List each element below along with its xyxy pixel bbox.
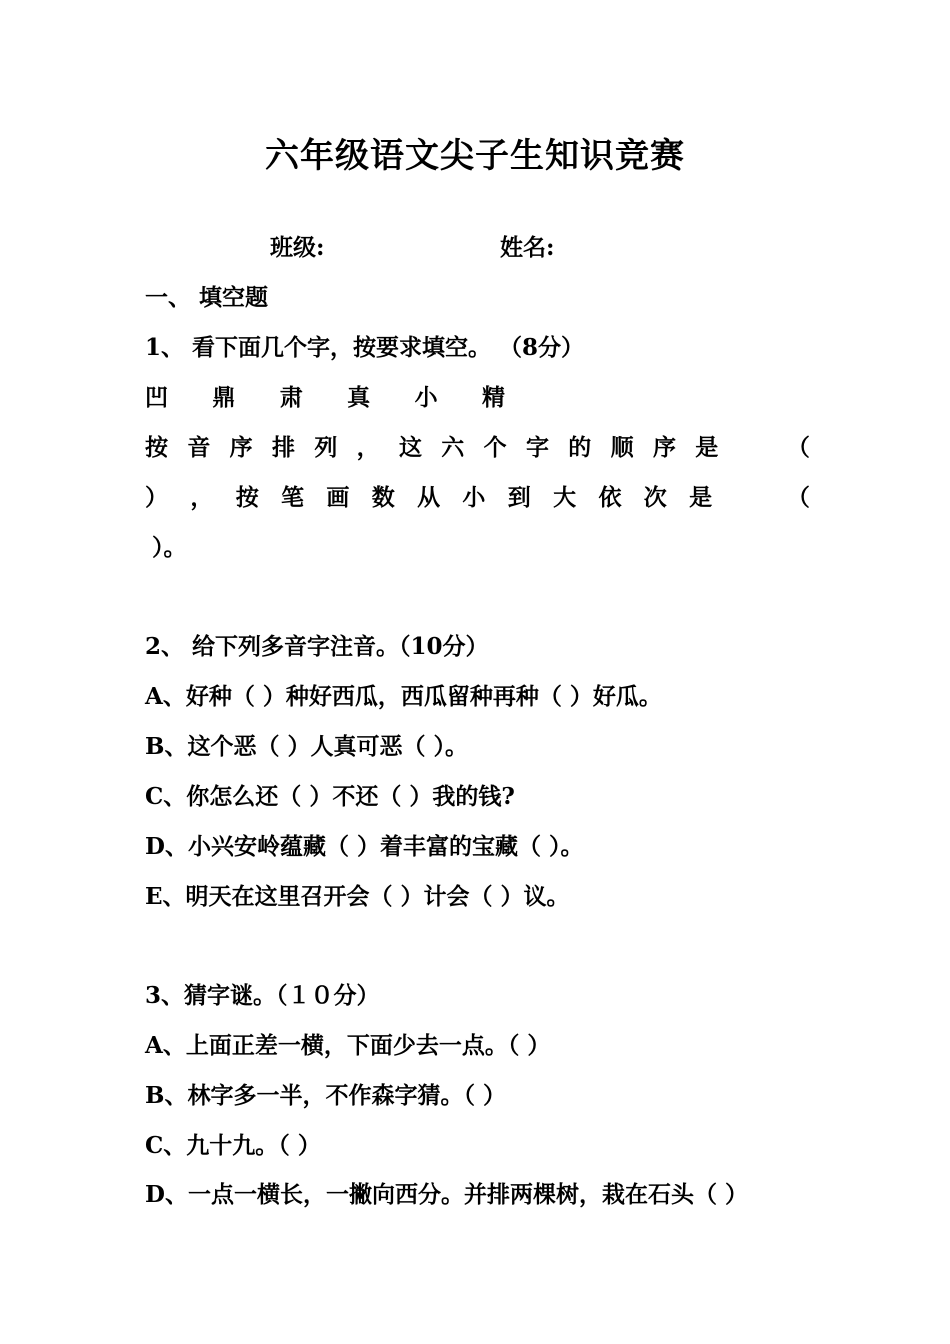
name-label: 姓名: <box>500 234 555 261</box>
question-3-item: A、上面正差一横，下面少去一点。（ ） <box>145 1032 551 1059</box>
question-2-item: C、你怎么还（ ）不还（ ）我的钱? <box>145 783 515 810</box>
text-token: 是 <box>695 434 719 461</box>
text-token: ， <box>190 484 214 511</box>
question-2-label: 2、 给下列多音字注音。（10分） <box>145 633 489 660</box>
text-token: 顺 <box>610 434 634 461</box>
text-token: 是 <box>689 484 713 511</box>
question-2-item: B、这个恶（ ）人真可恶（ ）。 <box>145 733 468 760</box>
text-token: 列 <box>314 434 338 461</box>
page-title: 六年级语文尖子生知识竞赛 <box>265 136 685 176</box>
char-item: 小 <box>414 384 438 411</box>
answer-blank-close: ） <box>145 484 168 511</box>
text-token: 笔 <box>281 484 305 511</box>
question-1-line-3: ）。 <box>152 534 187 561</box>
text-token: 六 <box>441 434 465 461</box>
question-1-line-1 <box>145 433 810 463</box>
text-token: 从 <box>417 484 441 511</box>
text-token: 排 <box>271 434 295 461</box>
text-token: 序 <box>229 434 253 461</box>
text-token: 个 <box>483 434 507 461</box>
char-item: 鼎 <box>212 384 236 411</box>
question-3-label: 3、猜字谜。（１０分） <box>145 982 380 1009</box>
text-token: 序 <box>652 434 676 461</box>
question-1-chars <box>145 383 505 413</box>
question-3-item: B、林字多一半，不作森字猜。（ ） <box>145 1082 506 1109</box>
text-token: 按 <box>145 434 168 461</box>
text-token: 数 <box>371 484 395 511</box>
text-token: 小 <box>462 484 486 511</box>
char-item: 真 <box>347 384 371 411</box>
question-2-item: E、明天在这里召开会（ ）计会（ ）议。 <box>145 883 570 910</box>
answer-blank-open: （ <box>786 484 810 511</box>
text-token: 大 <box>553 484 577 511</box>
section-heading: 一、 填空题 <box>145 284 269 311</box>
question-3-item: C、九十九。（ ） <box>145 1132 321 1159</box>
text-token: 这 <box>398 434 422 461</box>
text-token: 到 <box>507 484 531 511</box>
question-1-label: 1、 看下面几个字，按要求填空。 （8分） <box>145 334 585 361</box>
answer-blank-open: （ <box>786 434 810 461</box>
char-item: 精 <box>481 384 505 411</box>
class-label: 班级: <box>270 234 325 261</box>
text-token: 按 <box>235 484 259 511</box>
question-2-item: D、小兴安岭蕴藏（ ）着丰富的宝藏（ ）。 <box>145 833 584 860</box>
text-token: ， <box>356 434 380 461</box>
question-2-item: A、好种（ ）种好西瓜，西瓜留种再种（ ）好瓜。 <box>145 683 662 710</box>
text-token: 的 <box>568 434 592 461</box>
text-token: 字 <box>525 434 549 461</box>
text-token: 次 <box>643 484 667 511</box>
question-3-item: D、一点一横长，一撇向西分。并排两棵树，栽在石头（ ） <box>145 1181 748 1208</box>
text-token: 依 <box>598 484 622 511</box>
text-token: 画 <box>326 484 350 511</box>
char-item: 凹 <box>145 384 168 411</box>
text-token: 音 <box>187 434 211 461</box>
question-1-line-2 <box>145 483 810 513</box>
char-item: 肃 <box>279 384 303 411</box>
